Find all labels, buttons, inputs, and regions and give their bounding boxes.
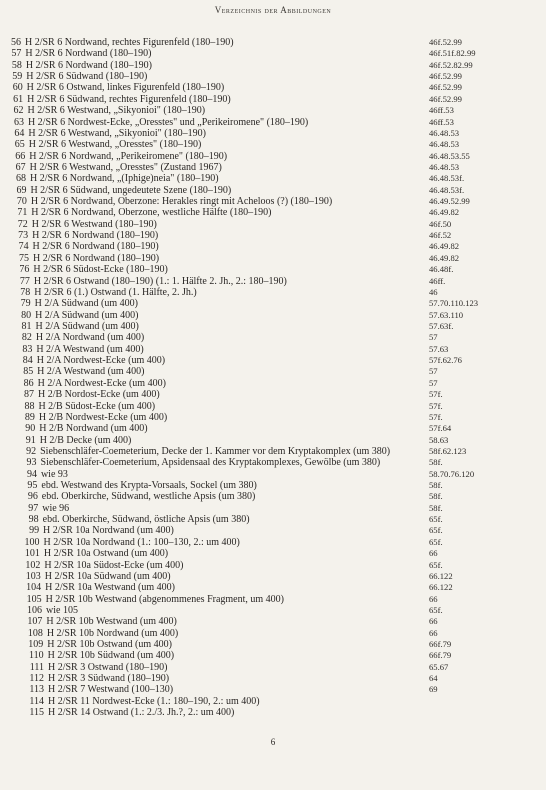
page-references: 65f. [429, 525, 443, 536]
page-references: 57.63 [429, 343, 449, 354]
page-references: 46 [429, 286, 438, 297]
page-references: 65f. [429, 536, 443, 547]
list-item [0, 525, 546, 536]
page-references: 46.48.53 [429, 127, 460, 138]
figure-description: H 2/SR 10a Nordwand (um 400) [43, 525, 174, 537]
page-references: 57 [429, 377, 438, 388]
figure-number: 98 [28, 514, 39, 526]
figure-description: H 2/SR 7 Westwand (100–130) [48, 684, 174, 696]
figure-number: 77 [19, 275, 30, 287]
figure-description: H 2/SR 6 Ostwand (180–190) (1.: 1. Hälfte 2. Jh., 2.: 180–190) [33, 275, 287, 287]
page-references: 65.67 [429, 661, 449, 672]
figure-number: 108 [27, 627, 43, 639]
figure-number: 112 [29, 673, 44, 685]
page-references: 46.48.53.55 [429, 150, 470, 161]
page-references: 66 [429, 616, 438, 627]
figure-description: H 2/SR 10a Südost-Ecke (um 400) [44, 559, 184, 571]
list-item [0, 71, 546, 82]
figure-description: H 2/SR 6 Südwand, rechtes Figurenfeld (180–190) [27, 93, 231, 105]
page-references: 58.63 [429, 434, 449, 445]
figure-description: ebd. Westwand des Krypta-Vorsaals, Sockel (um 380) [41, 480, 257, 492]
list-item [0, 673, 546, 684]
figure-number: 65 [14, 139, 25, 151]
figure-number: 103 [25, 570, 41, 582]
figure-description: H 2/A Nordwand (um 400) [35, 332, 145, 344]
figure-description: H 2/SR 6 Westwand (180–190) [31, 218, 157, 230]
figure-number: 84 [22, 355, 33, 367]
figure-description: H 2/SR 6 Südwand, ungedeutete Szene (180–190) [30, 184, 232, 196]
figure-number: 72 [17, 218, 28, 230]
list-item [0, 548, 546, 559]
list-item [0, 310, 546, 321]
figure-number: 74 [18, 241, 29, 253]
figure-number: 61 [13, 93, 24, 105]
list-item [0, 355, 546, 366]
figure-description: H 2/SR 10b Westwand (abgenommenes Fragment, um 400) [45, 593, 285, 605]
figure-description: H 2/SR 10a Westwand (um 400) [45, 582, 175, 594]
figure-number: 75 [18, 252, 29, 264]
list-item [0, 423, 546, 434]
list-item [0, 707, 546, 718]
figure-number: 82 [21, 332, 32, 344]
page-references: 46ff.53 [429, 116, 454, 127]
figure-description: H 2/A Südwand (um 400) [34, 298, 138, 310]
figure-number: 81 [21, 320, 32, 332]
figure-description: H 2/B Decke (um 400) [39, 434, 132, 446]
page-number: 6 [270, 737, 276, 747]
page-references: 57.63f. [429, 320, 454, 331]
figure-number: 78 [20, 286, 31, 298]
figure-number: 104 [26, 582, 42, 594]
page-references: 57f. [429, 389, 443, 400]
page-references: 57f. [429, 400, 443, 411]
list-item [0, 582, 546, 593]
page-references: 65f. [429, 559, 443, 570]
figure-description: H 2/SR 10a Ostwand (um 400) [43, 548, 169, 560]
list-item [0, 151, 546, 162]
running-header: Verzeichnis der Abbildungen [214, 5, 332, 15]
list-item [0, 446, 546, 457]
list-item [0, 514, 546, 525]
page-references: 46.48.53 [429, 161, 460, 172]
page-references: 57 [429, 332, 438, 343]
list-item [0, 662, 546, 673]
figure-description: H 2/B Nordwest-Ecke (um 400) [38, 411, 168, 423]
list-item [0, 207, 546, 218]
list-item [0, 60, 546, 71]
figure-description: ebd. Oberkirche, Südwand, östliche Apsis (um 380) [42, 514, 250, 526]
figure-number: 93 [26, 457, 37, 469]
figure-number: 73 [18, 230, 29, 242]
figure-description: H 2/SR 6 (1.) Ostwand (1. Hälfte, 2. Jh.) [34, 286, 197, 298]
figure-number: 107 [27, 616, 43, 628]
figure-number: 70 [16, 196, 27, 208]
figure-number: 66 [15, 150, 26, 162]
figure-description: H 2/SR 6 Nordwand (180–190) [32, 252, 160, 264]
list-item [0, 139, 546, 150]
figure-description: H 2/SR 6 Nordwand, Oberzone: Herakles ringt mit Acheloos (?) (180–190) [30, 196, 333, 208]
figure-number: 71 [17, 207, 28, 219]
list-item [0, 173, 546, 184]
page-references: 46.49.52.99 [429, 196, 470, 207]
page-references: 46ff.53 [429, 105, 454, 116]
list-item [0, 628, 546, 639]
figure-description: H 2/A Westwand (um 400) [37, 366, 145, 378]
figure-number: 64 [14, 127, 25, 139]
figure-number: 96 [27, 491, 38, 503]
page-references: 65f. [429, 514, 443, 525]
list-item [0, 639, 546, 650]
figure-description: H 2/SR 10b Nordwand (um 400) [46, 627, 179, 639]
figure-description: H 2/SR 6 Südost-Ecke (180–190) [33, 264, 168, 276]
figure-description: Siebenschläfer-Coemeterium, Apsidensaal des Kryptakomplexes, Gewölbe (um 380) [40, 457, 381, 469]
figure-number: 94 [26, 468, 37, 480]
figure-number: 106 [27, 604, 42, 616]
list-item [0, 344, 546, 355]
page-references: 46.48.53 [429, 139, 460, 150]
list-item [0, 185, 546, 196]
figure-description: H 2/SR 6 Nordwand, Oberzone, westliche Hälfte (180–190) [31, 207, 272, 219]
list-item [0, 196, 546, 207]
figure-number: 95 [27, 480, 38, 492]
list-item [0, 571, 546, 582]
page-references: 57.63.110 [429, 309, 464, 320]
figure-description: H 2/SR 3 Ostwand (180–190) [48, 661, 168, 673]
figure-number: 69 [16, 184, 27, 196]
page-references: 66f.79 [429, 639, 452, 650]
figure-description: H 2/SR 10b Südwand (um 400) [47, 650, 175, 662]
page-references: 46f.52.99 [429, 93, 462, 104]
figure-description: wie 105 [46, 604, 78, 616]
list-item [0, 37, 546, 48]
page-references: 57f. [429, 411, 443, 422]
list-item [0, 491, 546, 502]
figure-number: 62 [13, 105, 24, 117]
list-item [0, 696, 546, 707]
page-references: 57f.62.76 [429, 355, 462, 366]
figure-number: 83 [22, 343, 33, 355]
page-references: 69 [429, 684, 438, 695]
list-item [0, 128, 546, 139]
figure-description: H 2/SR 6 Nordwand (180–190) [25, 48, 152, 60]
figure-number: 79 [20, 298, 31, 310]
list-item [0, 366, 546, 377]
figure-number: 58 [11, 59, 22, 71]
figure-number: 87 [24, 389, 35, 401]
page-references: 66f.79 [429, 650, 452, 661]
list-item [0, 480, 546, 491]
page-references: 46f.52.99 [429, 37, 462, 47]
list-item [0, 503, 546, 514]
figure-number: 92 [26, 445, 37, 457]
figure-number: 89 [24, 411, 35, 423]
figure-description: H 2/SR 10b Ostwand (um 400) [47, 639, 172, 651]
page-references: 66 [429, 593, 438, 604]
list-item [0, 435, 546, 446]
figure-number: 80 [21, 309, 32, 321]
figure-description: H 2/SR 6 Westwand, „Oresstes" (Zustand 1967) [29, 161, 222, 173]
list-item [0, 401, 546, 412]
figure-description: H 2/SR 6 Westwand, „Oresstes" (180–190) [28, 139, 202, 151]
figure-description: H 2/SR 6 Nordwand, „(Iphige)neia" (180–190) [30, 173, 219, 185]
figure-number: 113 [29, 684, 44, 696]
page-references: 58f. [429, 491, 443, 502]
figure-description: H 2/SR 6 Ostwand, linkes Figurenfeld (180–190) [26, 82, 225, 94]
figure-description: H 2/SR 3 Südwand (180–190) [48, 673, 170, 685]
page-references: 46f.52.99 [429, 82, 462, 93]
list-item [0, 389, 546, 400]
list-item [0, 48, 546, 59]
list-item [0, 105, 546, 116]
list-item [0, 605, 546, 616]
figure-description: H 2/A Südwand (um 400) [35, 320, 139, 332]
list-item [0, 537, 546, 548]
figure-description: H 2/B Nordost-Ecke (um 400) [38, 389, 160, 401]
figure-description: H 2/B Nordwand (um 400) [39, 423, 148, 435]
page-references: 58f. [429, 480, 443, 491]
figure-number: 100 [24, 536, 40, 548]
page-references: 57 [429, 366, 438, 377]
list-item [0, 241, 546, 252]
figure-number: 101 [24, 548, 40, 560]
page-references: 65f. [429, 604, 443, 615]
list-item [0, 332, 546, 343]
page-references: 66 [429, 548, 438, 559]
figure-description: H 2/SR 10a Südwand (um 400) [44, 570, 171, 582]
list-item [0, 298, 546, 309]
list-item [0, 412, 546, 423]
figure-description: H 2/SR 10b Westwand (um 400) [46, 616, 177, 628]
figure-description: H 2/SR 10a Nordwand (1.: 100–130, 2.: um 400) [43, 536, 240, 548]
figure-number: 109 [28, 639, 44, 651]
figure-description: H 2/A Westwand (um 400) [36, 343, 144, 355]
page-references: 57.70.110.123 [429, 298, 479, 309]
figure-number: 114 [29, 695, 44, 707]
figure-description: H 2/SR 6 Nordwand, „Perikeiromene" (180–190) [29, 150, 228, 162]
figure-number: 105 [26, 593, 42, 605]
list-item [0, 117, 546, 128]
list-item [0, 82, 546, 93]
figure-description: H 2/A Nordwest-Ecke (um 400) [37, 377, 166, 389]
list-item [0, 321, 546, 332]
list-item [0, 457, 546, 468]
figure-number: 90 [25, 423, 36, 435]
page-references: 46.48.53f. [429, 173, 465, 184]
figure-number: 97 [28, 502, 39, 514]
figure-number: 67 [15, 161, 26, 173]
list-item [0, 378, 546, 389]
figure-description: H 2/SR 11 Nordwest-Ecke (1.: 180–190, 2.: um 400) [48, 695, 260, 707]
figure-number: 63 [13, 116, 24, 128]
figure-description: ebd. Oberkirche, Südwand, westliche Apsis (um 380) [41, 491, 256, 503]
page-references: 66.122 [429, 570, 453, 581]
page-references: 58.70.76.120 [429, 468, 475, 479]
figure-description: wie 96 [42, 502, 70, 514]
figure-number: 102 [25, 559, 41, 571]
page-references: 58f. [429, 502, 443, 513]
figure-number: 91 [25, 434, 36, 446]
page-references: 46f.52 [429, 230, 452, 241]
figure-list [0, 37, 546, 719]
figure-number: 68 [16, 173, 27, 185]
list-item [0, 594, 546, 605]
page-references: 57f.64 [429, 423, 452, 434]
figure-description: H 2/SR 14 Ostwand (1.: 2./3. Jh.?, 2.: um 400) [48, 707, 235, 719]
list-item [0, 650, 546, 661]
page-references: 58f.62.123 [429, 445, 467, 456]
figure-number: 86 [23, 377, 34, 389]
list-item [0, 162, 546, 173]
figure-description: H 2/SR 6 Westwand, „Sikyonioi" (180–190) [27, 105, 206, 117]
figure-description: Siebenschläfer-Coemeterium, Decke der 1. Kammer vor dem Kryptakomplex (um 380) [40, 445, 391, 457]
page-references: 58f. [429, 457, 443, 468]
figure-number: 99 [29, 525, 40, 537]
page-references: 46ff. [429, 275, 446, 286]
page-references: 66 [429, 627, 438, 638]
page-references: 46f.50 [429, 218, 452, 229]
list-item [0, 94, 546, 105]
list-item [0, 469, 546, 480]
list-item [0, 219, 546, 230]
figure-description: H 2/SR 6 Nordwand (180–190) [32, 241, 159, 253]
page-references: 64 [429, 673, 438, 684]
list-item [0, 264, 546, 275]
figure-number: 60 [12, 82, 23, 94]
figure-description: H 2/SR 6 Nordwest-Ecke, „Oresstes" und „Perikeiromene" (180–190) [27, 116, 309, 128]
figure-number: 110 [29, 650, 44, 662]
page-references: 46.48.53f. [429, 184, 465, 195]
page-references: 66.122 [429, 582, 453, 593]
figure-description: H 2/A Südwand (um 400) [35, 309, 139, 321]
figure-number: 85 [23, 366, 34, 378]
figure-description: H 2/B Südost-Ecke (um 400) [38, 400, 156, 412]
page-references: 46.49.82 [429, 241, 460, 252]
figure-number: 115 [29, 707, 44, 719]
page-references: 46f.51f.82.99 [429, 48, 476, 59]
figure-description: H 2/A Nordwest-Ecke (um 400) [36, 355, 166, 367]
figure-description: H 2/SR 6 Nordwand (180–190) [25, 59, 152, 71]
figure-number: 59 [12, 71, 23, 83]
figure-number: 88 [24, 400, 35, 412]
page-references: 46f.52.99 [429, 71, 462, 82]
figure-number: 57 [11, 48, 22, 60]
list-item [0, 616, 546, 627]
list-item [0, 560, 546, 571]
page-references: 46.49.82 [429, 207, 460, 218]
figure-description: H 2/SR 6 Westwand, „Sikyonioi" (180–190) [28, 127, 206, 139]
list-item [0, 684, 546, 695]
list-item [0, 253, 546, 264]
page-references: 46.49.82 [429, 252, 460, 263]
figure-number: 56 [11, 37, 21, 48]
list-item [0, 230, 546, 241]
page-references: 46f.52.82.99 [429, 59, 473, 70]
figure-number: 111 [29, 661, 44, 673]
figure-description: H 2/SR 6 Südwand (180–190) [26, 71, 148, 83]
figure-description: wie 93 [40, 468, 68, 480]
figure-description: H 2/SR 6 Nordwand, rechtes Figurenfeld (180–190) [25, 37, 234, 48]
page-references: 46.48f. [429, 264, 454, 275]
figure-number: 76 [19, 264, 30, 276]
list-item [0, 287, 546, 298]
list-item [0, 276, 546, 287]
figure-description: H 2/SR 6 Nordwand (180–190) [32, 230, 159, 242]
